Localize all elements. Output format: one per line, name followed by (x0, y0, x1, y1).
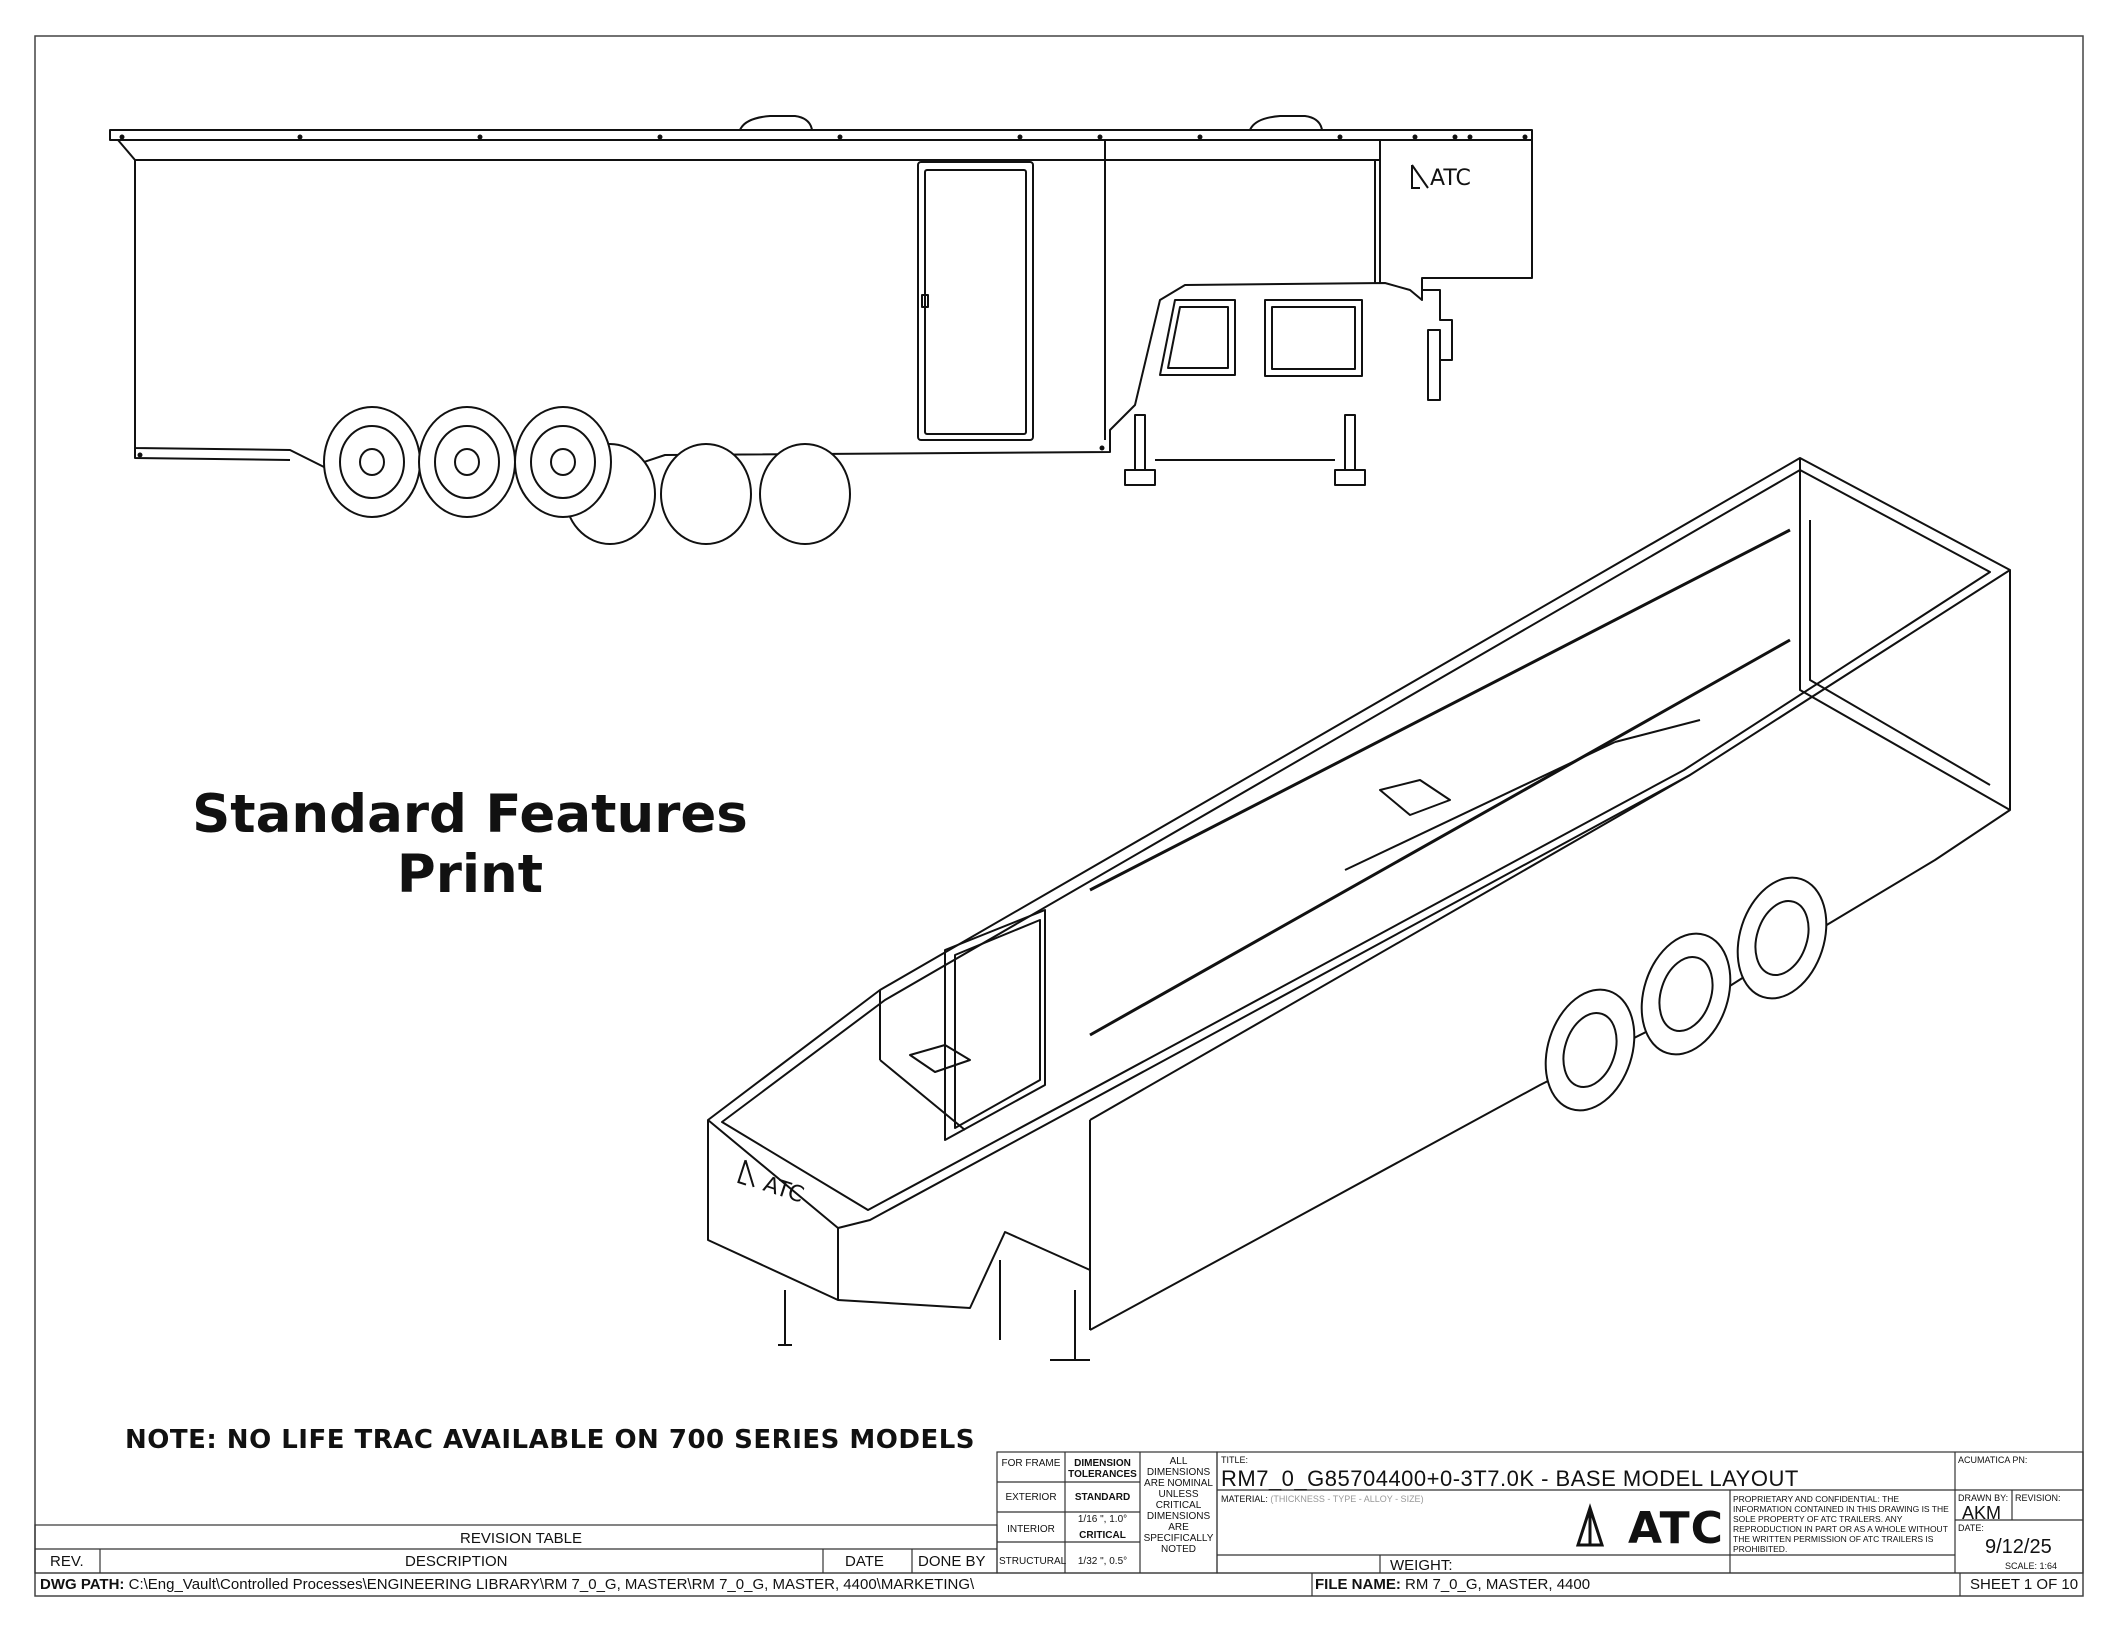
standard-value: 1/16 ", 1.0° (1077, 1514, 1128, 1525)
material-label: MATERIAL: (1221, 1494, 1268, 1504)
dwg-path-label: DWG PATH: (40, 1576, 125, 1593)
dimension-tolerances-header: DIMENSION TOLERANCES (1068, 1458, 1137, 1480)
iso-logo-text: ATC (760, 1171, 807, 1209)
date-column-header: DATE (845, 1553, 884, 1570)
side-logo-mark (1412, 165, 1428, 188)
revision-table-title: REVISION TABLE (460, 1530, 582, 1547)
file-name-label: FILE NAME: (1315, 1576, 1401, 1593)
scale-value: SCALE: 1:64 (2005, 1561, 2058, 1571)
availability-note: NOTE: NO LIFE TRAC AVAILABLE ON 700 SERIES MODELS (125, 1425, 976, 1455)
sheet-number: SHEET 1 OF 10 (1970, 1576, 2079, 1593)
side-view-trailer (110, 116, 1532, 485)
titleblock-logo-mark (1578, 1508, 1602, 1545)
tolerance-row-structural: STRUCTURAL (999, 1556, 1067, 1567)
acumatica-label: ACUMATICA PN: (1958, 1455, 2028, 1465)
standard-label: STANDARD (1074, 1492, 1131, 1503)
done-by-column-header: DONE BY (918, 1553, 986, 1570)
nominal-dimensions-note: ALL DIMENSIONS ARE NOMINAL UNLESS CRITICAL DIMENSIONS ARE SPECIFICALLY NOTED (1143, 1456, 1214, 1555)
critical-label: CRITICAL (1079, 1530, 1126, 1541)
weight-label: WEIGHT: (1390, 1557, 1453, 1574)
revision-label: REVISION: (2015, 1493, 2061, 1503)
dwg-path-value: C:\Eng_Vault\Controlled Processes\ENGINEERING LIBRARY\RM 7_0_G, MASTER\RM 7_0_G, MASTER, 4400\MARKETING\ (128, 1576, 975, 1593)
title-label: TITLE: (1221, 1455, 1249, 1465)
description-column-header: DESCRIPTION (405, 1553, 508, 1570)
heading-line-1: Standard Features (192, 784, 748, 845)
tolerance-row-exterior: EXTERIOR (1005, 1492, 1057, 1503)
drawn-by-value: AKM (1962, 1503, 2002, 1523)
side-view-wheels (324, 407, 850, 544)
proprietary-notice: PROPRIETARY AND CONFIDENTIAL: THE INFORMATION CONTAINED IN THIS DRAWING IS THE SOLE PROPERTY OF ATC TRAILERS. ANY REPRODUCTION IN PART OR AS A WHOLE WITHOUT THE WRITTEN PERMISSION OF ATC TRAILERS IS PROHIBITED. (1733, 1494, 1949, 1554)
material-row (1221, 1494, 1424, 1504)
file-name-value: RM 7_0_G, MASTER, 4400 (1405, 1576, 1591, 1593)
material-value: (THICKNESS - TYPE - ALLOY - SIZE) (1270, 1494, 1424, 1504)
tolerance-row-frame: FOR FRAME (1001, 1458, 1061, 1469)
file-name-row (1315, 1576, 1590, 1593)
titleblock-logo-text: ATC (1628, 1503, 1724, 1554)
date-value: 9/12/25 (1985, 1536, 2052, 1558)
drawn-by-label: DRAWN BY: (1958, 1493, 2009, 1503)
standard-features-heading (185, 785, 755, 905)
date-label: DATE: (1958, 1523, 1984, 1533)
isometric-wheels (1531, 866, 1841, 1122)
heading-line-2: Print (396, 844, 544, 905)
drawing-title: RM7_0_G85704400+0-3T7.0K - BASE MODEL LAYOUT (1221, 1466, 1799, 1491)
rev-column-header: REV. (50, 1553, 84, 1570)
critical-value: 1/32 ", 0.5° (1077, 1556, 1128, 1567)
side-logo-text: ATC (1430, 166, 1471, 191)
tolerance-row-interior: INTERIOR (1007, 1524, 1055, 1535)
iso-logo-mark (738, 1160, 760, 1187)
dwg-path-row (40, 1576, 974, 1593)
